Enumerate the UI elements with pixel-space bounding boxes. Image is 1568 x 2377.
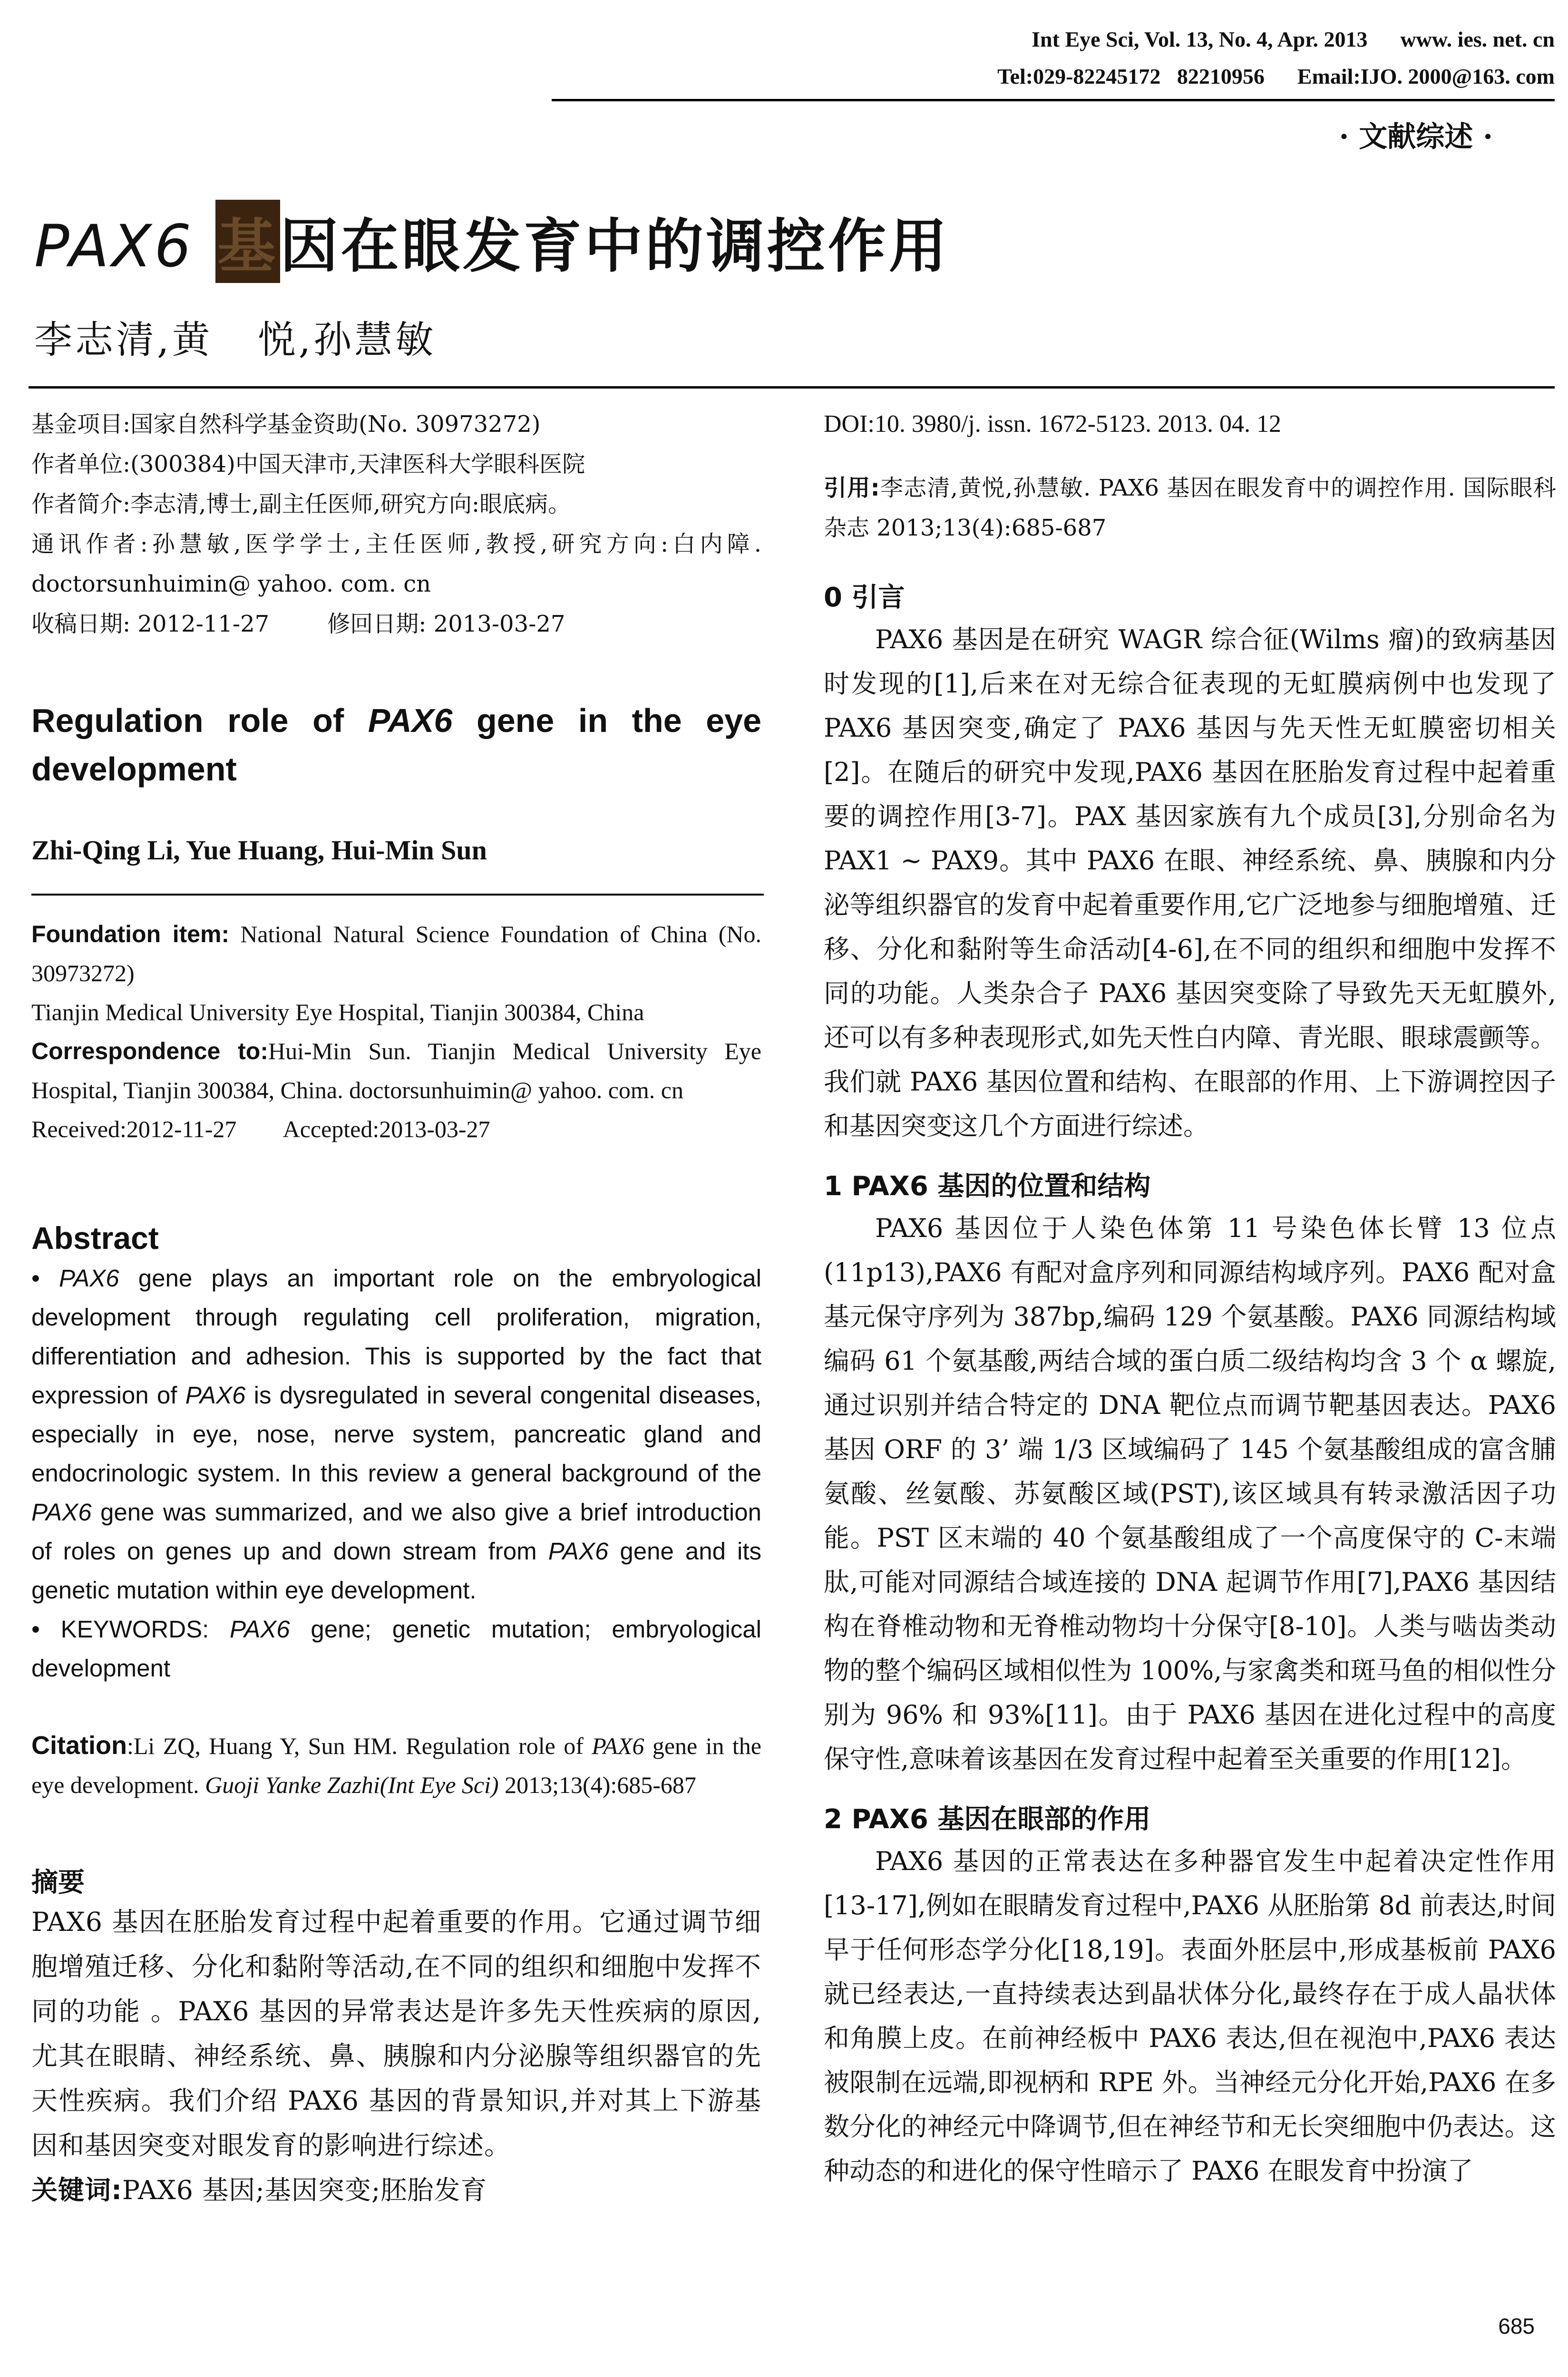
english-metadata: [31, 915, 761, 1149]
section-0-heading: 0 引言: [824, 582, 905, 613]
cn-abstract-heading: 摘要: [31, 1867, 85, 1898]
author-intro-cn: 作者简介:李志清,博士,副主任医师,研究方向:眼底病。: [31, 491, 571, 517]
english-title-suffix: gene in the eye development: [31, 702, 761, 788]
dates-cn: 收稿日期: 2012-11-27 修回日期: 2013-03-27: [31, 611, 565, 637]
citation-label: Citation: [31, 1731, 127, 1760]
affiliation-cn: 作者单位:(300384)中国天津市,天津医科大学眼科医院: [31, 451, 585, 477]
column-tag: · 文献综述 ·: [1339, 120, 1493, 154]
right-column: [824, 404, 1556, 2193]
abstract-gene-4: PAX6: [548, 1538, 609, 1565]
citation-text-3: 2013;13(4):685-687: [498, 1772, 696, 1798]
correspondence-cn: 通讯作者:孙慧敏,医学学士,主任医师,教授,研究方向:白内障. doctorsunhuimin@ yahoo. com. cn: [31, 531, 761, 597]
section-0-body: [824, 617, 1556, 1148]
citation-cn-label: 引用:: [824, 475, 880, 501]
affiliation-en: Tianjin Medical University Eye Hospital, Tianjin 300384, China: [31, 999, 644, 1025]
section-2-body: [824, 1839, 1556, 2193]
section-1-heading: 1 PAX6 基因的位置和结构: [824, 1171, 1151, 1202]
citation-text-1: :Li ZQ, Huang Y, Sun HM. Regulation role of: [127, 1733, 592, 1759]
foundation-en: [31, 915, 761, 993]
citation-cn: [824, 468, 1556, 548]
abstract-bullet: •: [31, 1265, 59, 1292]
title-highlight: 基: [215, 200, 280, 283]
keywords-cn-text: PAX6 基因;基因突变;胚胎发育: [122, 2175, 487, 2205]
cn-abstract-body: [31, 1900, 761, 2212]
dates-en: Received:2012-11-27 Accepted:2013-03-27: [31, 1116, 490, 1142]
article-title: [34, 200, 950, 283]
english-authors-divider: [31, 894, 764, 896]
citation-cn-text: 李志清,黄悦,孙慧敏. PAX6 基因在眼发育中的调控作用. 国际眼科杂志 2013;13(4):685-687: [824, 475, 1556, 541]
title-gene: PAX6: [34, 213, 215, 280]
keywords-cn: [31, 2168, 761, 2212]
keywords-en-label: • KEYWORDS:: [31, 1616, 230, 1643]
abstract-body: [31, 1259, 761, 1688]
journal-header: [997, 21, 1555, 95]
abstract-paragraph: [31, 1259, 761, 1610]
citation-en: [31, 1726, 761, 1804]
section-0-paragraph: PAX6 基因是在研究 WAGR 综合征(Wilms 瘤)的致病基因时发现的[1],后来在对无综合征表现的无虹膜病例中也发现了 PAX6 基因突变,确定了 PAX6 基因与先天性无虹膜密切相关[2]。在随后的研究中发现,PAX6 基因在胚胎发育过程中起着重要的调控作用[3-7]。PAX 基因家族有九个成员[3],分别命名为 PAX1 ~ PAX9。其中 PAX6 在眼、神经系统、鼻、胰腺和内分泌等组织器官的发育中起着重要作用,它广泛地参与细胞增殖、迁移、分化和黏附等生命活动[4-6],在不同的组织和细胞中发挥不同的功能。人类杂合子 PAX6 基因突变除了导致先天无虹膜外,还可以有多种表现形式,如先天性白内障、青光眼、眼球震颤等。我们就 PAX6 基因位置和结构、在眼部的作用、上下游调控因子和基因突变这几个方面进行综述。: [824, 624, 1556, 1141]
section-2-heading: 2 PAX6 基因在眼部的作用: [824, 1804, 1151, 1835]
english-title-gene: PAX6: [368, 702, 453, 739]
cn-abstract-text: PAX6 基因在胚胎发育过程中起着重要的作用。它通过调节细胞增殖迁移、分化和黏附等活动,在不同的组织和细胞中发挥不同的功能 。PAX6 基因的异常表达是许多先天性疾病的原因,尤其在眼睛、神经系统、鼻、胰腺和内分泌腺等组织器官的先天性疾病。我们介绍 PAX6 基因的背景知识,并对其上下游基因和基因突变对眼发育的影响进行综述。: [31, 1907, 761, 2161]
page-number: 685: [1498, 2314, 1535, 2338]
section-1-paragraph: PAX6 基因位于人染色体第 11 号染色体长臂 13 位点(11p13),PAX6 有配对盒序列和同源结构域序列。PAX6 配对盒基元保守序列为 387bp,编码 129 个氨基酸。PAX6 同源结构域编码 61 个氨基酸,两结合域的蛋白质二级结构均含 3 个 α 螺旋,通过识别并结合特定的 DNA 靶位点而调节靶基因表达。PAX6 基因 ORF 的 3’ 端 1/3 区域编码了 145 个氨基酸组成的富含脯氨酸、丝氨酸、苏氨酸区域(PST),该区域具有转录激活因子功能。PST 区末端的 40 个氨基酸组成了一个高度保守的 C-末端肽,可能对同源结合域连接的 DNA 起调节作用[7],PAX6 基因结构在脊椎动物和无脊椎动物均十分保守[8-10]。人类与啮齿类动物的整个编码区域相似性为 100%,与家禽类和斑马鱼的相似性分别为 96% 和 93%[11]。由于 PAX6 基因在进化过程中的高度保守性,意味着该基因在发育过程中起着至关重要的作用[12]。: [824, 1213, 1556, 1774]
chinese-metadata: [31, 404, 761, 644]
foundation-en-label: Foundation item:: [31, 921, 230, 947]
abstract-text-2: is dysregulated in several congenital diseases, especially in eye, nose, nerve system, pancreatic gland and endocrinologic system. In this review a general background of the: [31, 1382, 761, 1487]
keywords-en-gene: PAX6: [230, 1616, 290, 1643]
authors-english: Zhi-Qing Li, Yue Huang, Hui-Min Sun: [31, 835, 487, 866]
citation-gene: PAX6: [592, 1733, 644, 1759]
abstract-gene-3: PAX6: [31, 1499, 92, 1526]
header-divider: [552, 99, 1555, 101]
correspondence-en-text: Hui-Min Sun. Tianjin Medical University Eye Hospital, Tianjin 300384, China. doctorsunhuimin@ yahoo. com. cn: [31, 1038, 761, 1103]
section-1-body: [824, 1206, 1556, 1781]
citation-journal: Guoji Yanke Zazhi(Int Eye Sci): [205, 1772, 499, 1798]
left-column: [31, 404, 761, 2212]
authors-chinese: 李志清,黄 悦,孙慧敏: [34, 318, 437, 362]
title-rest: 因在眼发育中的调控作用: [280, 213, 950, 280]
keywords-cn-label: 关键词:: [31, 2175, 122, 2205]
journal-citation-line: Int Eye Sci, Vol. 13, No. 4, Apr. 2013 www. ies. net. cn: [1032, 27, 1555, 51]
doi: DOI:10. 3980/j. issn. 1672-5123. 2013. 04. 12: [824, 410, 1281, 438]
abstract-gene-2: PAX6: [185, 1382, 246, 1409]
section-2-paragraph: PAX6 基因的正常表达在多种器官发生中起着决定性作用[13-17],例如在眼睛发育过程中,PAX6 从胚胎第 8d 前表达,时间早于任何形态学分化[18,19]。表面外胚层中,形成基板前 PAX6 就已经表达,一直持续表达到晶状体分化,最终存在于成人晶状体和角膜上皮。在前神经板中 PAX6 表达,但在视泡中,PAX6 表达被限制在远端,即视柄和 RPE 外。当神经元分化开始,PAX6 在多数分化的神经元中降调节,但在神经节和无长突细胞中仍表达。这种动态的和进化的保守性暗示了 PAX6 在眼发育中扮演了: [824, 1846, 1556, 2186]
keywords-en: [31, 1610, 761, 1688]
keywords-en-text: gene; genetic mutation; embryological development: [31, 1616, 761, 1682]
journal-contact-line: Tel:029-82245172 82210956 Email:IJO. 2000@163. com: [997, 64, 1555, 88]
foundation-cn: 基金项目:国家自然科学基金资助(No. 30973272): [31, 411, 541, 438]
abstract-heading: Abstract: [31, 1220, 159, 1256]
title-divider: [29, 386, 1555, 389]
abstract-gene-1: PAX6: [59, 1265, 119, 1292]
foundation-en-text: National Natural Science Foundation of China (No. 30973272): [31, 921, 761, 986]
english-title-prefix: Regulation role of: [31, 702, 368, 739]
citation-text-2: gene in the eye development.: [31, 1733, 761, 1798]
abstract-text-1: gene plays an important role on the embryological development through regulating cell proliferation, migration, differentiation and adhesion. This is supported by the fact that expression of: [31, 1265, 761, 1409]
abstract-text-3: gene was summarized, and we also give a brief introduction of roles on genes up and down stream from: [31, 1499, 761, 1565]
correspondence-en: [31, 1032, 761, 1110]
abstract-text-4: gene and its genetic mutation within eye development.: [31, 1538, 761, 1604]
correspondence-en-label: Correspondence to:: [31, 1038, 269, 1064]
english-title: [31, 696, 761, 793]
